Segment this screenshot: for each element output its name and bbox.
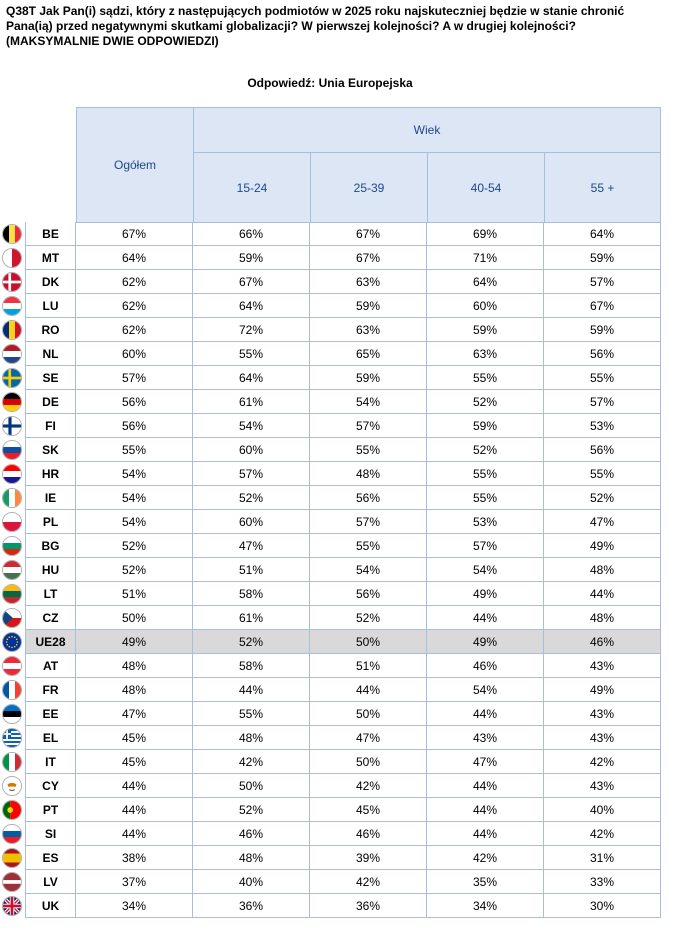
country-code: EL [25, 726, 76, 750]
value-cell-total: 44% [76, 798, 193, 822]
table-row [0, 846, 680, 870]
value-cell-total: 48% [76, 678, 193, 702]
value-cell-age-55-plus: 52% [544, 486, 661, 510]
country-code: UK [25, 894, 76, 918]
table-row [0, 414, 680, 438]
portugal-flag-icon [2, 800, 22, 820]
germany-flag-icon [2, 392, 22, 412]
value-cell-age-15-24: 64% [193, 366, 310, 390]
value-cell-age-55-plus: 42% [544, 750, 661, 774]
value-cell-total: 67% [76, 222, 193, 246]
value-cell-age-15-24: 42% [193, 750, 310, 774]
table-row [0, 534, 680, 558]
value-cell-age-25-39: 59% [310, 294, 427, 318]
value-cell-age-25-39: 57% [310, 414, 427, 438]
table-row [0, 894, 680, 918]
value-cell-age-25-39: 67% [310, 222, 427, 246]
table-row [0, 654, 680, 678]
value-cell-age-40-54: 54% [427, 558, 544, 582]
value-cell-age-25-39: 46% [310, 822, 427, 846]
value-cell-age-55-plus: 44% [544, 582, 661, 606]
greece-flag-icon [2, 728, 22, 748]
header-age-40-54: 40-54 [427, 152, 545, 223]
value-cell-age-40-54: 43% [427, 726, 544, 750]
table-row [0, 294, 680, 318]
table-row [0, 486, 680, 510]
value-cell-age-15-24: 72% [193, 318, 310, 342]
austria-flag-icon [2, 656, 22, 676]
table-row [0, 774, 680, 798]
value-cell-age-40-54: 44% [427, 606, 544, 630]
header-age-group: Wiek [193, 107, 661, 153]
lithuania-flag-icon [2, 584, 22, 604]
hungary-flag-icon [2, 560, 22, 580]
table-row [0, 606, 680, 630]
value-cell-age-55-plus: 42% [544, 822, 661, 846]
value-cell-age-25-39: 54% [310, 558, 427, 582]
header-total: Ogółem [76, 107, 194, 223]
value-cell-total: 54% [76, 510, 193, 534]
country-code: FI [25, 414, 76, 438]
value-cell-total: 51% [76, 582, 193, 606]
belgium-flag-icon [2, 224, 22, 244]
value-cell-age-40-54: 42% [427, 846, 544, 870]
value-cell-age-55-plus: 57% [544, 390, 661, 414]
country-code: LV [25, 870, 76, 894]
value-cell-age-25-39: 45% [310, 798, 427, 822]
netherlands-flag-icon [2, 344, 22, 364]
france-flag-icon [2, 680, 22, 700]
value-cell-age-25-39: 55% [310, 534, 427, 558]
country-code: IE [25, 486, 76, 510]
value-cell-age-55-plus: 47% [544, 510, 661, 534]
czechia-flag-icon [2, 608, 22, 628]
malta-flag-icon [2, 248, 22, 268]
table-row [0, 822, 680, 846]
value-cell-age-40-54: 44% [427, 774, 544, 798]
country-code: HU [25, 558, 76, 582]
country-code: CZ [25, 606, 76, 630]
value-cell-age-55-plus: 56% [544, 438, 661, 462]
country-code: BG [25, 534, 76, 558]
value-cell-age-15-24: 61% [193, 390, 310, 414]
value-cell-age-55-plus: 43% [544, 702, 661, 726]
header-age-55-plus: 55 + [544, 152, 661, 223]
value-cell-age-55-plus: 43% [544, 726, 661, 750]
poland-flag-icon [2, 512, 22, 532]
value-cell-age-25-39: 56% [310, 582, 427, 606]
value-cell-age-15-24: 55% [193, 702, 310, 726]
value-cell-age-15-24: 54% [193, 414, 310, 438]
value-cell-total: 45% [76, 726, 193, 750]
value-cell-age-25-39: 63% [310, 318, 427, 342]
table-row [0, 678, 680, 702]
country-code: FR [25, 678, 76, 702]
value-cell-age-55-plus: 57% [544, 270, 661, 294]
value-cell-age-55-plus: 67% [544, 294, 661, 318]
value-cell-age-40-54: 44% [427, 822, 544, 846]
value-cell-age-40-54: 52% [427, 390, 544, 414]
value-cell-age-25-39: 47% [310, 726, 427, 750]
value-cell-age-55-plus: 33% [544, 870, 661, 894]
value-cell-age-40-54: 55% [427, 366, 544, 390]
header-age-15-24: 15-24 [193, 152, 311, 223]
finland-flag-icon [2, 416, 22, 436]
value-cell-age-15-24: 60% [193, 438, 310, 462]
table-row [0, 558, 680, 582]
value-cell-age-40-54: 34% [427, 894, 544, 918]
value-cell-age-25-39: 39% [310, 846, 427, 870]
value-cell-age-55-plus: 53% [544, 414, 661, 438]
value-cell-age-15-24: 60% [193, 510, 310, 534]
romania-flag-icon [2, 320, 22, 340]
country-code: DE [25, 390, 76, 414]
value-cell-total: 56% [76, 390, 193, 414]
value-cell-age-40-54: 46% [427, 654, 544, 678]
value-cell-age-25-39: 50% [310, 750, 427, 774]
value-cell-total: 62% [76, 270, 193, 294]
value-cell-total: 62% [76, 294, 193, 318]
country-code: ES [25, 846, 76, 870]
question-line: Pana(ią) przed negatywnymi skutkami globalizacji? W pierwszej kolejności? A w drugiej kolejności? [6, 19, 576, 33]
italy-flag-icon [2, 752, 22, 772]
sweden-flag-icon [2, 368, 22, 388]
table-row [0, 270, 680, 294]
country-code: HR [25, 462, 76, 486]
country-code: NL [25, 342, 76, 366]
value-cell-age-55-plus: 48% [544, 606, 661, 630]
value-cell-age-40-54: 53% [427, 510, 544, 534]
value-cell-total: 49% [76, 630, 193, 654]
value-cell-age-15-24: 52% [193, 486, 310, 510]
table-row [0, 582, 680, 606]
value-cell-age-15-24: 44% [193, 678, 310, 702]
table-row [0, 870, 680, 894]
value-cell-age-40-54: 63% [427, 342, 544, 366]
estonia-flag-icon [2, 704, 22, 724]
value-cell-age-40-54: 49% [427, 630, 544, 654]
value-cell-age-55-plus: 31% [544, 846, 661, 870]
answer-subtitle: Odpowiedź: Unia Europejska [247, 76, 413, 90]
value-cell-age-15-24: 36% [193, 894, 310, 918]
value-cell-total: 64% [76, 246, 193, 270]
table-row [0, 246, 680, 270]
value-cell-age-15-24: 48% [193, 726, 310, 750]
value-cell-age-25-39: 42% [310, 870, 427, 894]
value-cell-total: 60% [76, 342, 193, 366]
value-cell-age-40-54: 35% [427, 870, 544, 894]
value-cell-age-55-plus: 43% [544, 774, 661, 798]
value-cell-age-25-39: 57% [310, 510, 427, 534]
table-row [0, 798, 680, 822]
value-cell-total: 34% [76, 894, 193, 918]
value-cell-age-25-39: 50% [310, 702, 427, 726]
table-row [0, 510, 680, 534]
country-code: EE [25, 702, 76, 726]
luxembourg-flag-icon [2, 296, 22, 316]
value-cell-age-55-plus: 30% [544, 894, 661, 918]
table-row [0, 366, 680, 390]
value-cell-age-15-24: 67% [193, 270, 310, 294]
value-cell-age-15-24: 48% [193, 846, 310, 870]
value-cell-total: 56% [76, 414, 193, 438]
value-cell-age-40-54: 47% [427, 750, 544, 774]
value-cell-age-25-39: 59% [310, 366, 427, 390]
value-cell-age-15-24: 52% [193, 798, 310, 822]
value-cell-age-40-54: 64% [427, 270, 544, 294]
latvia-flag-icon [2, 872, 22, 892]
uk-flag-icon [2, 896, 22, 916]
country-code: RO [25, 318, 76, 342]
value-cell-age-55-plus: 49% [544, 678, 661, 702]
table-row [0, 318, 680, 342]
country-code: IT [25, 750, 76, 774]
value-cell-age-15-24: 64% [193, 294, 310, 318]
value-cell-age-40-54: 54% [427, 678, 544, 702]
value-cell-total: 50% [76, 606, 193, 630]
value-cell-age-15-24: 58% [193, 582, 310, 606]
slovenia-flag-icon [2, 824, 22, 844]
country-code: SE [25, 366, 76, 390]
value-cell-age-15-24: 55% [193, 342, 310, 366]
value-cell-total: 57% [76, 366, 193, 390]
value-cell-age-40-54: 59% [427, 318, 544, 342]
ireland-flag-icon [2, 488, 22, 508]
value-cell-age-15-24: 50% [193, 774, 310, 798]
value-cell-age-40-54: 69% [427, 222, 544, 246]
value-cell-age-55-plus: 48% [544, 558, 661, 582]
question-line: Q38T Jak Pan(i) sądzi, który z następujących podmiotów w 2025 roku najskuteczniej będzie w stanie chronić [6, 4, 625, 18]
value-cell-age-55-plus: 55% [544, 462, 661, 486]
value-cell-age-55-plus: 49% [544, 534, 661, 558]
value-cell-age-55-plus: 59% [544, 246, 661, 270]
value-cell-total: 62% [76, 318, 193, 342]
value-cell-age-55-plus: 56% [544, 342, 661, 366]
value-cell-total: 38% [76, 846, 193, 870]
table-row [0, 726, 680, 750]
value-cell-age-40-54: 55% [427, 462, 544, 486]
value-cell-total: 45% [76, 750, 193, 774]
value-cell-age-55-plus: 59% [544, 318, 661, 342]
value-cell-age-25-39: 42% [310, 774, 427, 798]
value-cell-age-15-24: 47% [193, 534, 310, 558]
bulgaria-flag-icon [2, 536, 22, 556]
value-cell-age-55-plus: 46% [544, 630, 661, 654]
value-cell-age-25-39: 44% [310, 678, 427, 702]
value-cell-age-40-54: 60% [427, 294, 544, 318]
value-cell-age-15-24: 59% [193, 246, 310, 270]
croatia-flag-icon [2, 464, 22, 484]
value-cell-age-15-24: 40% [193, 870, 310, 894]
value-cell-age-15-24: 66% [193, 222, 310, 246]
value-cell-age-40-54: 57% [427, 534, 544, 558]
country-code: LU [25, 294, 76, 318]
value-cell-age-25-39: 65% [310, 342, 427, 366]
question-line: (MAKSYMALNIE DWIE ODPOWIEDZI) [6, 34, 219, 48]
value-cell-age-25-39: 52% [310, 606, 427, 630]
value-cell-age-55-plus: 55% [544, 366, 661, 390]
value-cell-age-15-24: 46% [193, 822, 310, 846]
table-row [0, 702, 680, 726]
country-code: AT [25, 654, 76, 678]
table-row [0, 438, 680, 462]
value-cell-age-40-54: 44% [427, 798, 544, 822]
table-row [0, 342, 680, 366]
value-cell-total: 52% [76, 558, 193, 582]
value-cell-total: 48% [76, 654, 193, 678]
table-row [0, 390, 680, 414]
value-cell-total: 37% [76, 870, 193, 894]
value-cell-total: 55% [76, 438, 193, 462]
country-code: SK [25, 438, 76, 462]
value-cell-total: 54% [76, 462, 193, 486]
value-cell-age-55-plus: 43% [544, 654, 661, 678]
denmark-flag-icon [2, 272, 22, 292]
value-cell-age-40-54: 59% [427, 414, 544, 438]
value-cell-age-25-39: 67% [310, 246, 427, 270]
spain-flag-icon [2, 848, 22, 868]
value-cell-age-40-54: 49% [427, 582, 544, 606]
value-cell-age-25-39: 54% [310, 390, 427, 414]
table-row [0, 222, 680, 246]
country-code: UE28 [25, 630, 76, 654]
value-cell-age-25-39: 51% [310, 654, 427, 678]
country-code: PL [25, 510, 76, 534]
value-cell-total: 54% [76, 486, 193, 510]
value-cell-total: 44% [76, 822, 193, 846]
country-code: DK [25, 270, 76, 294]
value-cell-age-25-39: 50% [310, 630, 427, 654]
question-text [6, 4, 660, 49]
eu-flag-icon [2, 632, 22, 652]
value-cell-age-25-39: 63% [310, 270, 427, 294]
country-code: BE [25, 222, 76, 246]
value-cell-age-15-24: 57% [193, 462, 310, 486]
value-cell-total: 44% [76, 774, 193, 798]
value-cell-age-40-54: 52% [427, 438, 544, 462]
value-cell-total: 47% [76, 702, 193, 726]
country-code: CY [25, 774, 76, 798]
value-cell-age-15-24: 58% [193, 654, 310, 678]
value-cell-age-15-24: 51% [193, 558, 310, 582]
value-cell-age-40-54: 55% [427, 486, 544, 510]
table-row [0, 630, 680, 654]
country-code: SI [25, 822, 76, 846]
value-cell-age-40-54: 44% [427, 702, 544, 726]
value-cell-age-15-24: 61% [193, 606, 310, 630]
country-code: LT [25, 582, 76, 606]
value-cell-age-25-39: 56% [310, 486, 427, 510]
header-age-25-39: 25-39 [310, 152, 428, 223]
value-cell-total: 52% [76, 534, 193, 558]
value-cell-age-40-54: 71% [427, 246, 544, 270]
slovakia-flag-icon [2, 440, 22, 460]
table-row [0, 750, 680, 774]
cyprus-flag-icon [2, 776, 22, 796]
table-row [0, 462, 680, 486]
value-cell-age-25-39: 48% [310, 462, 427, 486]
value-cell-age-15-24: 52% [193, 630, 310, 654]
value-cell-age-55-plus: 40% [544, 798, 661, 822]
country-code: PT [25, 798, 76, 822]
value-cell-age-55-plus: 64% [544, 222, 661, 246]
country-code: MT [25, 246, 76, 270]
value-cell-age-25-39: 36% [310, 894, 427, 918]
value-cell-age-25-39: 55% [310, 438, 427, 462]
